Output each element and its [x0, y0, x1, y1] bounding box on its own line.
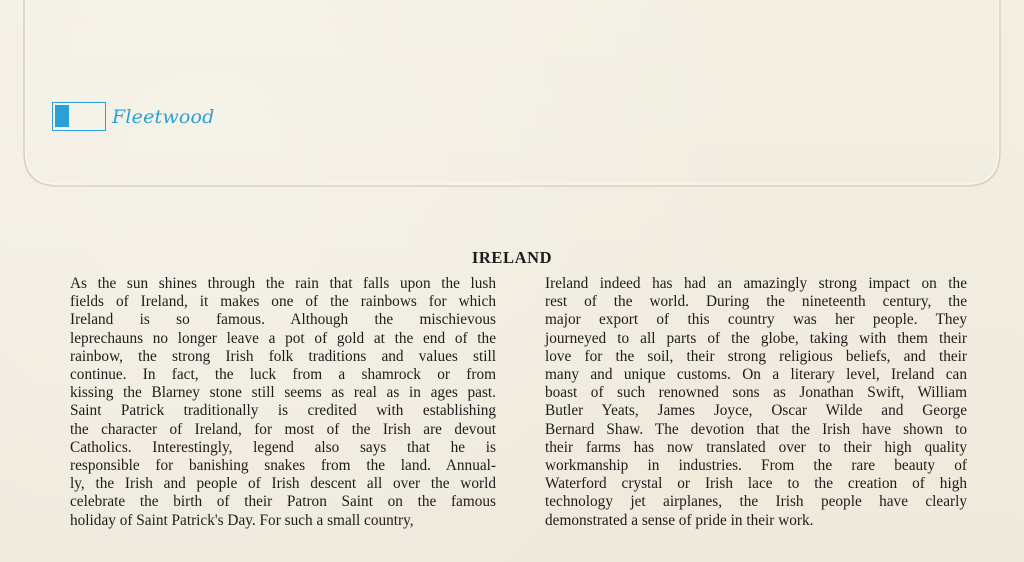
text-line: holiday of Saint Patrick's Day. For such a small country,: [70, 511, 414, 529]
text-line: major export of this country was her people. They: [545, 311, 967, 329]
text-line: responsible for banishing snakes from the land. Annual-: [70, 457, 496, 475]
logo-box-icon: [52, 102, 106, 131]
text-line: the character of Ireland, for most of the Irish are devout: [70, 420, 496, 438]
text-line: many and unique customs. On a literary level, Ireland can: [545, 366, 967, 384]
text-line: journeyed to all parts of the globe, taking with them their: [545, 329, 967, 347]
text-line: fields of Ireland, it makes one of the rainbows for which: [70, 293, 496, 311]
text-line: boast of such renowned sons as Jonathan Swift, William: [545, 384, 967, 402]
text-line: Butler Yeats, James Joyce, Oscar Wilde and George: [545, 402, 967, 420]
text-line: their farms has now translated over to their high quality: [545, 438, 967, 456]
text-line: leprechauns no longer leave a pot of gold at the end of the: [70, 329, 496, 347]
article-column-left: [70, 275, 496, 530]
text-line: Ireland is so famous. Although the mischievous: [70, 311, 496, 329]
logo-text: Fleetwood: [112, 105, 215, 128]
text-line: ly, the Irish and people of Irish descent all over the world: [70, 475, 496, 493]
text-line: workmanship in industries. From the rare beauty of: [545, 457, 967, 475]
text-line: Ireland indeed has had an amazingly strong impact on the: [545, 275, 967, 292]
text-line: Saint Patrick traditionally is credited with establishing: [70, 402, 496, 420]
text-line: continue. In fact, the luck from a shamrock or from: [70, 366, 496, 384]
text-line: celebrate the birth of their Patron Saint on the famous: [70, 493, 496, 511]
article-column-right: [545, 275, 967, 530]
text-line: Bernard Shaw. The devotion that the Irish have shown to: [545, 420, 967, 438]
text-line: rest of the world. During the nineteenth century, the: [545, 293, 967, 311]
text-line: rainbow, the strong Irish folk traditions and values still: [70, 347, 496, 365]
text-line: Catholics. Interestingly, legend also says that he is: [70, 438, 496, 456]
logo-box-fill: [55, 105, 69, 127]
text-line: As the sun shines through the rain that falls upon the lush: [70, 275, 496, 292]
text-line: technology jet airplanes, the Irish people have clearly: [545, 493, 967, 511]
article-title: IRELAND: [471, 248, 553, 267]
text-line: demonstrated a sense of pride in their work.: [545, 511, 814, 529]
text-line: love for the soil, their strong religious beliefs, and their: [545, 347, 967, 365]
fleetwood-logo: [52, 102, 215, 131]
envelope-flap-outline: [0, 0, 1024, 200]
text-line: kissing the Blarney stone still seems as real as in ages past.: [70, 384, 496, 402]
text-line: Waterford crystal or Irish lace to the creation of high: [545, 475, 967, 493]
